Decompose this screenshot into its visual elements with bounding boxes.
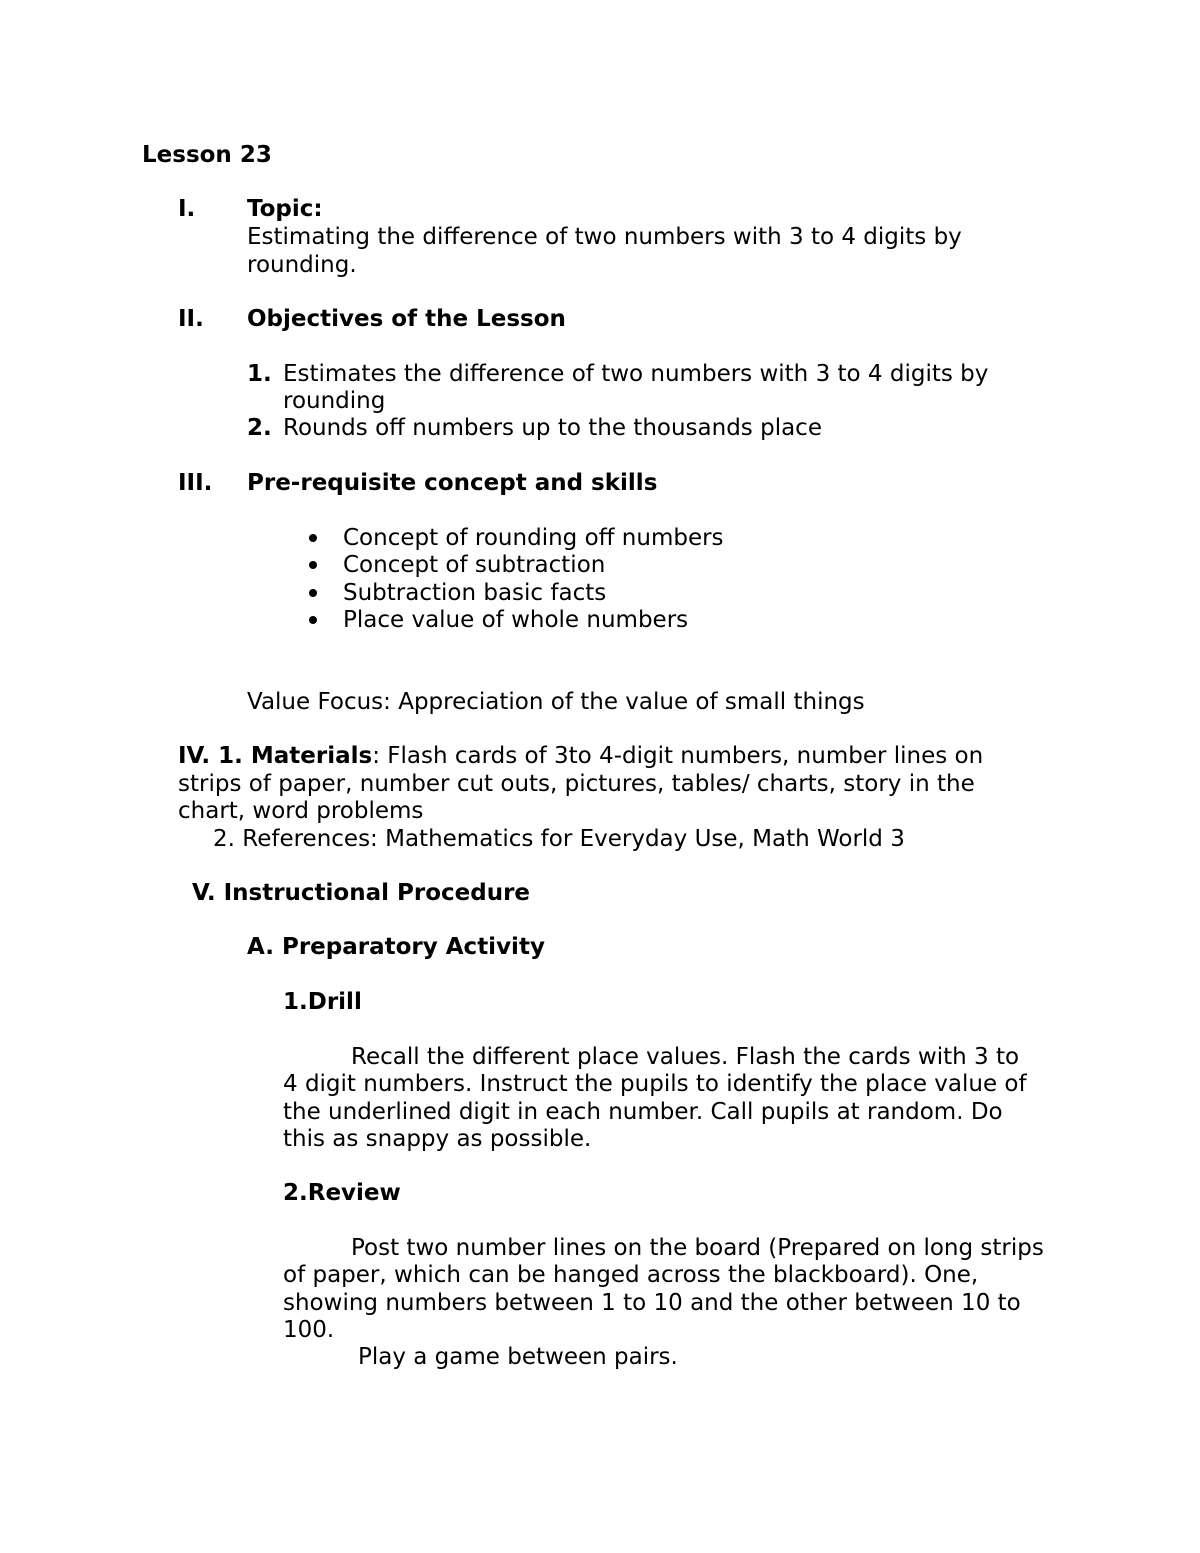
materials-line1 <box>178 743 983 771</box>
topic-text-line2: rounding. <box>247 252 357 278</box>
topic-text-line1: Estimating the difference of two numbers with 3 to 4 digits by <box>247 224 962 250</box>
lesson-title: Lesson 23 <box>142 142 272 168</box>
drill-line: 4 digit numbers. Instruct the pupils to identify the place value of <box>283 1071 1027 1097</box>
bullet-icon <box>309 616 317 624</box>
review-line: 100. <box>283 1317 335 1343</box>
bullet-icon <box>309 589 317 597</box>
section-numeral-iii: III. <box>178 470 213 496</box>
objective-item-line1: Estimates the difference of two numbers with 3 to 4 digits by <box>283 361 989 387</box>
references-line: 2. References: Mathematics for Everyday Use, Math World 3 <box>213 826 905 852</box>
objective-item-line1: Rounds off numbers up to the thousands place <box>283 415 822 441</box>
drill-line: the underlined digit in each number. Call pupils at random. Do <box>283 1099 1003 1125</box>
drill-line: Recall the different place values. Flash the cards with 3 to <box>351 1044 1020 1070</box>
section-numeral-ii: II. <box>178 306 204 332</box>
preparatory-heading: A. Preparatory Activity <box>247 934 545 960</box>
materials-line2: strips of paper, number cut outs, pictures, tables/ charts, story in the <box>178 771 975 797</box>
value-focus: Value Focus: Appreciation of the value of small things <box>247 689 865 715</box>
section-numeral-i: I. <box>178 196 196 222</box>
prerequisite-item: Place value of whole numbers <box>343 607 689 633</box>
review-line: showing numbers between 1 to 10 and the other between 10 to <box>283 1290 1021 1316</box>
materials-text: : Flash cards of 3to 4-digit numbers, number lines on <box>372 743 984 769</box>
materials-label: IV. 1. Materials <box>178 743 373 769</box>
objective-number: 2. <box>247 415 272 441</box>
review-line: Post two number lines on the board (Prepared on long strips <box>351 1235 1044 1261</box>
drill-heading: 1.Drill <box>283 989 362 1015</box>
prerequisite-item: Concept of subtraction <box>343 552 606 578</box>
review-line: Play a game between pairs. <box>358 1344 678 1370</box>
bullet-icon <box>309 534 317 542</box>
topic-heading: Topic: <box>247 196 323 222</box>
objective-item-line2: rounding <box>283 388 386 414</box>
procedure-heading: V. Instructional Procedure <box>192 880 531 906</box>
bullet-icon <box>309 561 317 569</box>
objectives-heading: Objectives of the Lesson <box>247 306 566 332</box>
prerequisite-item: Subtraction basic facts <box>343 580 607 606</box>
prerequisite-item: Concept of rounding off numbers <box>343 525 724 551</box>
review-heading: 2.Review <box>283 1180 401 1206</box>
objective-number: 1. <box>247 361 272 387</box>
drill-line: this as snappy as possible. <box>283 1126 592 1152</box>
review-line: of paper, which can be hanged across the blackboard). One, <box>283 1262 979 1288</box>
prerequisites-heading: Pre-requisite concept and skills <box>247 470 658 496</box>
materials-line3: chart, word problems <box>178 798 424 824</box>
